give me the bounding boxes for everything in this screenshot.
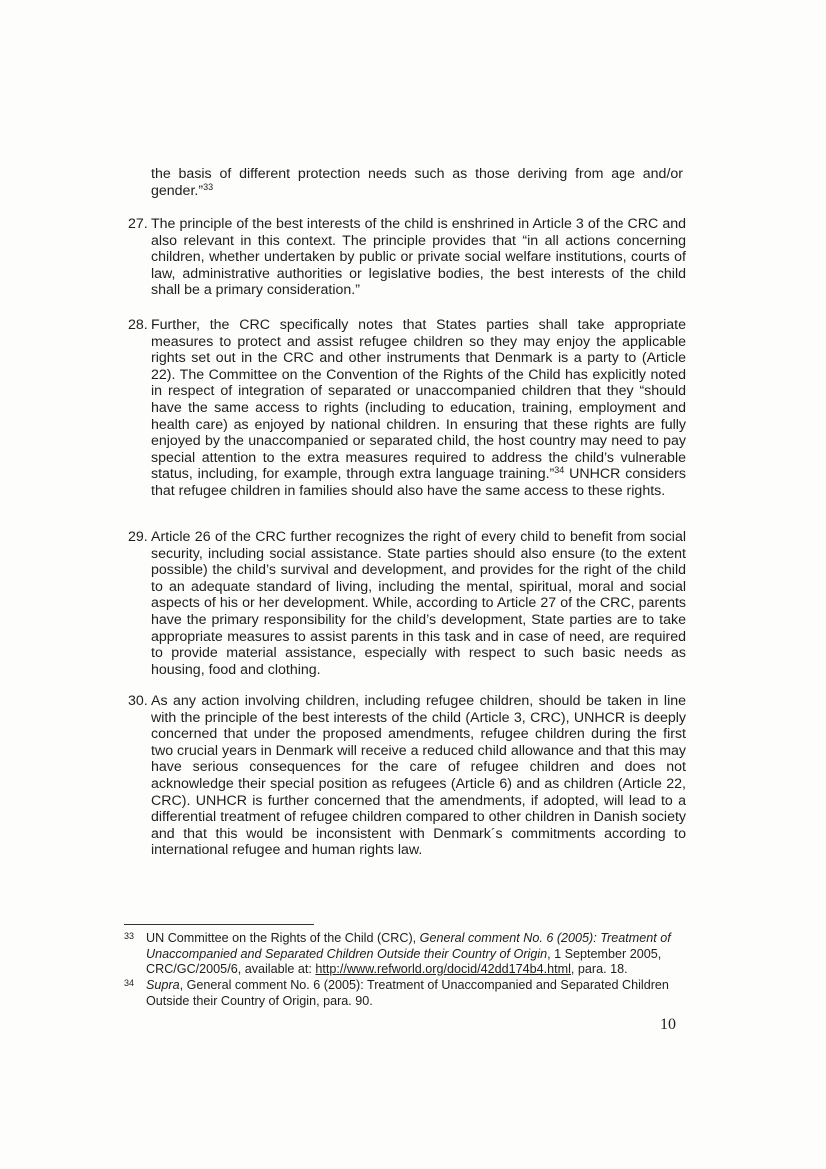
paragraph-29: [128, 529, 686, 678]
footnote-text: [146, 978, 690, 1009]
footnote-title: General comment No. 6 (2005): Treatment of Unaccompanied and Separated Children Outside their Country of Origin: [146, 931, 671, 961]
paragraph-28: [128, 317, 686, 500]
paragraph-text-segment: As any action involving children, including refugee children, should be taken in line with the principle of the best interests of the child (Article 3, CRC), UNHCR is deeply concerned that under the proposed amendments, refugee children during the first two crucial years in Denmark will receive a reduced child allowance and that this may have serious consequences for the care of refugee children and does not acknowledge their special position as refugees (Article 6) and as children (Article 22, CRC). UNHCR is further concerned that the amendments, if adopted, will lead to a differential treatment of refugee children compared to other children in Danish society and that this would be inconsistent with Denmark´s commitments according to international refugee and human rights law.: [151, 693, 686, 859]
paragraph-text-segment: The principle of the best interests of the child is enshrined in Article 3 of the CRC and also relevant in this context. The principle provides that “in all actions concerning children, whether undertaken by public or private social welfare institutions, courts of law, administrative authorities or legislative bodies, the best interests of the child shall be a primary consideration.”: [151, 216, 686, 299]
paragraph-number: 28.: [128, 317, 148, 333]
footnote-34: [124, 978, 690, 1009]
footnote-text-part: , 1 September 2005, CRC/GC/2005/6, available at:: [146, 946, 662, 977]
paragraph-text: [151, 216, 686, 299]
paragraph-text: [151, 317, 686, 500]
footnote-text-part: , General comment No. 6 (2005): Treatment of Unaccompanied and Separated Children Outside their Country of Origin, para. 90.: [146, 978, 669, 1008]
paragraph-text-segment: UNHCR considers that refugee children in families should also have the same access to these rights.: [151, 466, 686, 499]
page-number: 10: [660, 1016, 676, 1033]
footnote-supra: Supra: [146, 978, 180, 992]
footnote-ref-34[interactable]: 34: [554, 465, 565, 476]
paragraph-27: [128, 216, 686, 299]
paragraph-30: [128, 693, 686, 859]
footnote-ref-33[interactable]: 33: [203, 181, 214, 192]
paragraph-text: [151, 693, 686, 859]
paragraph-number: 27.: [128, 216, 148, 232]
footnote-number: 33: [124, 931, 135, 941]
paragraph-text-segment: Article 26 of the CRC further recognizes the right of every child to benefit from social security, including social assistance. State parties should also ensure (to the extent possible) the child’s survival and development, and provides for the right of the child to an adequate standard of living, including the mental, spiritual, moral and social aspects of his or her development. While, according to Article 27 of the CRC, parents have the primary responsibility for the child’s development, State parties are to take appropriate measures to assist parents in this task and in case of need, are required to provide material assistance, especially with respect to such basic needs as housing, food and clothing.: [151, 529, 686, 678]
footnote-text-part: , para. 18.: [570, 962, 628, 977]
footnote-separator: [124, 924, 314, 925]
footnote-33: [124, 931, 690, 978]
footnote-text-part: UN Committee on the Rights of the Child (CRC),: [146, 931, 420, 945]
paragraph-number: 29.: [128, 529, 148, 545]
continued-paragraph: [151, 166, 683, 199]
footnote-text: [146, 931, 690, 978]
continued-text: the basis of different protection needs such as those deriving from age and/or gender.”: [151, 166, 683, 199]
paragraph-text: [151, 529, 686, 678]
paragraph-text-segment: Further, the CRC specifically notes that States parties shall take appropriate measures to protect and assist refugee children so they may enjoy the applicable rights set out in the CRC and other instruments that Denmark is a party to (Article 22). The Committee on the Convention of the Rights of the Child has explicitly noted in respect of integration of separated or unaccompanied children that they “should have the same access to rights (including to education, training, employment and health care) as enjoyed by national children. In ensuring that these rights are fully enjoyed by the unaccompanied or separated child, the host country may need to pay special attention to the extra measures required to address the child’s vulnerable status, including, for example, through extra language training.”: [151, 317, 686, 483]
refworld-link[interactable]: http://www.refworld.org/docid/42dd174b4.html: [315, 962, 571, 977]
paragraph-number: 30.: [128, 693, 148, 709]
footnote-number: 34: [124, 978, 135, 988]
